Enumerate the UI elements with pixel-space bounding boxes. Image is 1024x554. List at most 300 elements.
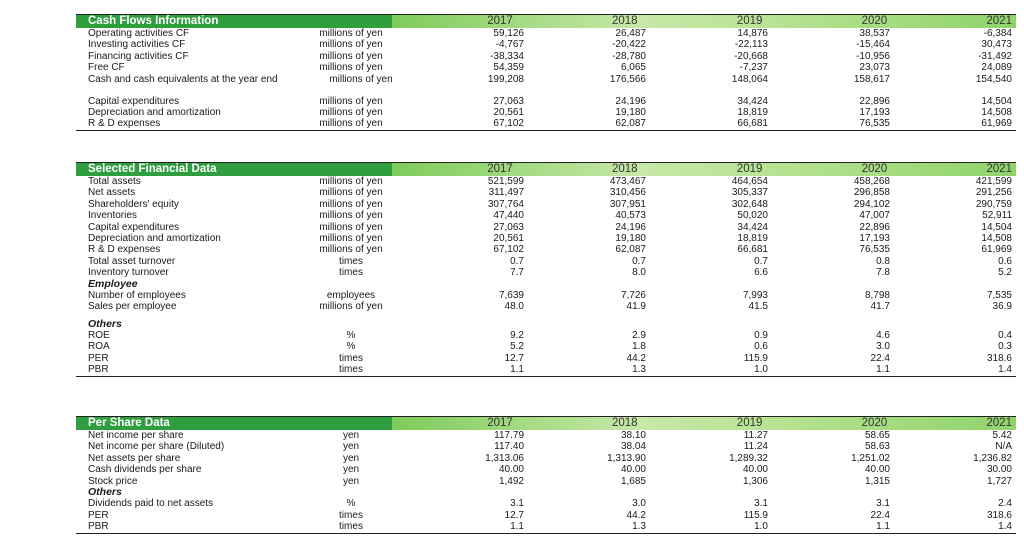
row-unit: yen [342, 430, 360, 441]
year-header: 2020 [861, 417, 888, 429]
row-label: Investing activities CF [88, 39, 186, 51]
value-cell: -4,767 [495, 39, 524, 51]
value-cell: 464,654 [731, 176, 768, 187]
row-label: Net assets [88, 187, 136, 199]
year-header: 2019 [736, 15, 763, 27]
cash-flows-years [392, 15, 1016, 28]
value-cell: 52,911 [982, 210, 1012, 222]
value-cell: 1,313.90 [607, 452, 646, 464]
value-cell: 473,467 [609, 176, 646, 187]
value-cell: 0.7 [632, 255, 646, 267]
row-unit: millions of yen [319, 28, 383, 39]
value-cell: -20,668 [734, 50, 768, 62]
year-header: 2018 [612, 15, 638, 27]
value-cell: 154,540 [975, 73, 1012, 85]
value-cell: 30,473 [981, 39, 1012, 51]
value-cell: 20,561 [493, 232, 524, 244]
value-cell: 1.1 [876, 521, 890, 533]
row-label: Dividends paid to net assets [88, 498, 214, 510]
row-values [406, 256, 1016, 267]
value-cell: 290,759 [975, 198, 1012, 210]
value-cell: 0.6 [998, 255, 1012, 267]
row-values [406, 330, 1016, 341]
value-cell: 7,535 [986, 289, 1012, 301]
table-row [76, 199, 1016, 210]
value-cell: 5.42 [992, 430, 1012, 441]
value-cell: 7,726 [620, 289, 646, 301]
value-cell: 5.2 [998, 267, 1012, 279]
table-row [76, 353, 1016, 364]
table-row [76, 364, 1016, 375]
year-header: 2019 [736, 163, 763, 175]
row-values [406, 74, 1016, 96]
row-unit: millions of yen [319, 106, 383, 118]
value-cell: 12.7 [504, 352, 524, 364]
value-cell: 1.4 [998, 364, 1012, 376]
value-cell: 1.1 [510, 364, 524, 376]
table-row [76, 301, 1016, 312]
value-cell: 62,087 [615, 118, 646, 130]
others-heading: Others [88, 317, 122, 330]
value-cell: 2.4 [998, 498, 1012, 510]
row-label: Shareholders' equity [88, 198, 179, 210]
value-cell: 305,337 [731, 187, 768, 199]
value-cell: 24,196 [615, 221, 646, 233]
row-label: Depreciation and amortization [88, 232, 221, 244]
value-cell: 458,268 [853, 176, 890, 187]
row-unit: times [339, 267, 363, 279]
value-cell: 9.2 [510, 330, 524, 342]
others-body [76, 330, 1016, 376]
row-unit: % [346, 330, 356, 342]
value-cell: 47,440 [493, 210, 524, 222]
financial-data-title: Selected Financial Data [76, 163, 392, 176]
value-cell: 14,508 [981, 106, 1012, 118]
table-row [76, 233, 1016, 244]
value-cell: 38.10 [620, 430, 646, 441]
table-row [76, 510, 1016, 521]
value-cell: 521,599 [487, 176, 524, 187]
value-cell: 30.00 [986, 464, 1012, 476]
value-cell: 22.4 [870, 352, 890, 364]
year-header: 2020 [861, 15, 888, 27]
value-cell: 1.0 [754, 521, 768, 533]
value-cell: 40,573 [615, 210, 646, 222]
value-cell: 8.0 [632, 267, 646, 279]
year-header: 2021 [986, 15, 1012, 27]
value-cell: 115.9 [743, 509, 768, 521]
value-cell: 8,798 [864, 289, 890, 301]
row-label: ROE [88, 330, 110, 342]
row-unit: millions of yen [319, 232, 383, 244]
row-values [406, 441, 1016, 452]
row-label: Number of employees [88, 289, 186, 301]
value-cell: 22.4 [870, 509, 890, 521]
row-unit: employees [326, 289, 376, 301]
value-cell: 12.7 [504, 509, 524, 521]
others-heading-row [76, 487, 1016, 498]
row-values [406, 28, 1016, 39]
row-label: Cash and cash equivalents at the year end [88, 73, 278, 85]
value-cell: 318.6 [986, 352, 1012, 364]
table-row [76, 453, 1016, 464]
value-cell: 199,208 [487, 73, 524, 85]
row-label: Financing activities CF [88, 50, 189, 62]
employee-heading: Employee [88, 277, 138, 290]
row-unit: millions of yen [319, 221, 383, 233]
value-cell: 1,492 [498, 475, 524, 487]
value-cell: -22,113 [734, 39, 768, 51]
employee-body [76, 290, 1016, 313]
financial-data-body [76, 176, 1016, 279]
row-unit: millions of yen [319, 39, 383, 51]
value-cell: 61,969 [981, 244, 1012, 256]
row-label: Inventories [88, 210, 137, 222]
row-values [406, 107, 1016, 118]
year-header: 2021 [986, 417, 1012, 429]
row-unit: millions of yen [319, 301, 383, 313]
value-cell: 1.0 [754, 364, 768, 376]
cash-flows-body [76, 28, 1016, 130]
value-cell: 18,819 [737, 232, 768, 244]
row-label: Capital expenditures [88, 95, 180, 107]
value-cell: 1.3 [632, 521, 646, 533]
row-label: R & D expenses [88, 244, 161, 256]
value-cell: 17,193 [859, 106, 890, 118]
value-cell: 7,993 [742, 289, 768, 301]
row-values [406, 96, 1016, 107]
row-unit: yen [342, 452, 360, 464]
value-cell: 1,236.82 [973, 452, 1012, 464]
value-cell: 24,089 [981, 62, 1012, 74]
table-row [76, 51, 1016, 62]
row-unit: times [339, 364, 363, 376]
year-header: 2017 [487, 417, 513, 429]
value-cell: 307,951 [609, 198, 646, 210]
table-row [76, 74, 1016, 96]
value-cell: 421,599 [975, 176, 1012, 187]
value-cell: 19,180 [615, 232, 646, 244]
table-row [76, 222, 1016, 233]
table-row [76, 28, 1016, 39]
value-cell: 76,535 [859, 118, 890, 130]
value-cell: 38,537 [859, 28, 890, 39]
value-cell: 1.4 [998, 521, 1012, 533]
value-cell: 66,681 [737, 244, 768, 256]
table-row [76, 430, 1016, 441]
value-cell: 44.2 [626, 509, 646, 521]
value-cell: 1,315 [864, 475, 890, 487]
row-unit: millions of yen [319, 118, 383, 130]
value-cell: 3.1 [754, 498, 768, 510]
value-cell: 176,566 [609, 73, 646, 85]
value-cell: 18,819 [737, 106, 768, 118]
value-cell: 296,858 [853, 187, 890, 199]
row-label: PBR [88, 364, 109, 376]
value-cell: 40.00 [864, 464, 890, 476]
value-cell: 311,497 [488, 187, 524, 199]
year-header: 2018 [612, 163, 638, 175]
value-cell: 67,102 [493, 244, 524, 256]
row-label: Free CF [88, 62, 125, 74]
value-cell: 11.24 [743, 441, 768, 453]
row-values [406, 51, 1016, 62]
year-header: 2020 [861, 163, 888, 175]
table-row [76, 107, 1016, 118]
year-header: 2019 [736, 417, 763, 429]
row-label: Depreciation and amortization [88, 106, 221, 118]
value-cell: 3.1 [510, 498, 524, 510]
row-label: Inventory turnover [88, 267, 169, 279]
value-cell: 41.9 [626, 301, 646, 313]
row-label: Net assets per share [88, 452, 181, 464]
row-label: Net income per share (Diluted) [88, 441, 225, 453]
value-cell: 22,896 [859, 95, 890, 107]
value-cell: 26,487 [615, 28, 646, 39]
value-cell: 158,617 [853, 73, 890, 85]
financial-data-years [392, 163, 1016, 176]
table-row [76, 498, 1016, 509]
per-share-others-body [76, 498, 1016, 532]
row-values [406, 222, 1016, 233]
table-row [76, 210, 1016, 221]
table-row [76, 441, 1016, 452]
value-cell: 50,020 [737, 210, 768, 222]
row-unit: times [339, 509, 363, 521]
value-cell: 11.27 [743, 430, 768, 441]
value-cell: 58.65 [864, 430, 890, 441]
year-header: 2021 [986, 163, 1012, 175]
row-unit: yen [342, 475, 360, 487]
value-cell: 117.79 [494, 430, 524, 441]
value-cell: 7.7 [510, 267, 524, 279]
row-label: R & D expenses [88, 118, 161, 130]
others-heading-row [76, 319, 1016, 330]
cash-flows-header [76, 15, 1016, 28]
row-values [406, 244, 1016, 255]
row-values [406, 364, 1016, 375]
row-label: ROA [88, 341, 110, 353]
row-label: Operating activities CF [88, 28, 190, 39]
table-row [76, 464, 1016, 475]
row-values [406, 233, 1016, 244]
value-cell: 66,681 [737, 118, 768, 130]
row-values [406, 430, 1016, 441]
table-row [76, 118, 1016, 129]
year-header: 2017 [487, 15, 513, 27]
value-cell: -10,956 [856, 50, 890, 62]
value-cell: 38.04 [620, 441, 646, 453]
row-unit: times [339, 521, 363, 533]
value-cell: 4.6 [876, 330, 890, 342]
row-values [406, 290, 1016, 301]
value-cell: 1.3 [632, 364, 646, 376]
row-label: PER [88, 509, 109, 521]
row-values [406, 510, 1016, 521]
value-cell: 0.6 [754, 341, 768, 353]
row-unit: millions of yen [319, 176, 383, 187]
value-cell: 61,969 [981, 118, 1012, 130]
table-row [76, 521, 1016, 532]
value-cell: 40.00 [498, 464, 524, 476]
table-row [76, 256, 1016, 267]
row-values [406, 476, 1016, 487]
row-values [406, 498, 1016, 509]
value-cell: 44.2 [626, 352, 646, 364]
value-cell: 20,561 [493, 106, 524, 118]
value-cell: -38,334 [490, 50, 524, 62]
table-row [76, 341, 1016, 352]
year-header: 2018 [612, 417, 638, 429]
per-share-years [392, 417, 1016, 430]
value-cell: 41.5 [748, 301, 768, 313]
row-label: PER [88, 352, 109, 364]
row-values [406, 176, 1016, 187]
value-cell: 67,102 [493, 118, 524, 130]
financial-data-table [76, 162, 1016, 377]
row-label: Net income per share [88, 430, 184, 441]
row-values [406, 267, 1016, 278]
row-values [406, 39, 1016, 50]
per-share-body [76, 430, 1016, 487]
row-unit: % [346, 341, 356, 353]
value-cell: 7.8 [876, 267, 890, 279]
value-cell: 23,073 [859, 62, 890, 74]
value-cell: 14,504 [981, 221, 1012, 233]
value-cell: 62,087 [615, 244, 646, 256]
value-cell: 0.8 [876, 255, 890, 267]
table-row [76, 187, 1016, 198]
value-cell: 27,063 [493, 95, 524, 107]
table-row [76, 176, 1016, 187]
value-cell: 2.9 [632, 330, 646, 342]
value-cell: 1.8 [632, 341, 646, 353]
row-label: Stock price [88, 475, 138, 487]
value-cell: -20,422 [612, 39, 646, 51]
row-values [406, 199, 1016, 210]
value-cell: 3.0 [876, 341, 890, 353]
value-cell: 34,424 [737, 95, 768, 107]
value-cell: 7,639 [498, 289, 524, 301]
row-values [406, 464, 1016, 475]
row-values [406, 301, 1016, 312]
year-header: 2017 [487, 163, 513, 175]
table-row [76, 244, 1016, 255]
value-cell: -15,464 [856, 39, 890, 51]
value-cell: 40.00 [620, 464, 646, 476]
row-values [406, 353, 1016, 364]
value-cell: 47,007 [859, 210, 890, 222]
row-label: Sales per employee [88, 301, 177, 313]
value-cell: -28,780 [612, 50, 646, 62]
cash-flows-table [76, 14, 1016, 131]
row-values [406, 341, 1016, 352]
value-cell: 0.7 [754, 255, 768, 267]
value-cell: 59,126 [493, 28, 524, 39]
value-cell: 6,065 [620, 62, 646, 74]
table-row [76, 267, 1016, 278]
value-cell: 0.7 [510, 255, 524, 267]
value-cell: 40.00 [742, 464, 768, 476]
table-row [76, 96, 1016, 107]
row-unit: millions of yen [319, 50, 383, 62]
value-cell: 14,876 [737, 28, 768, 39]
row-label: Total asset turnover [88, 255, 176, 267]
row-label: Total assets [88, 176, 141, 187]
value-cell: 6.6 [754, 267, 768, 279]
value-cell: 0.4 [998, 330, 1012, 342]
value-cell: 1,251.02 [851, 452, 890, 464]
value-cell: 291,256 [975, 187, 1012, 199]
value-cell: 3.1 [876, 498, 890, 510]
value-cell: 148,064 [731, 73, 768, 85]
row-unit: % [346, 498, 356, 510]
value-cell: 1,727 [986, 475, 1012, 487]
value-cell: 1.1 [876, 364, 890, 376]
value-cell: 1,306 [742, 475, 768, 487]
value-cell: 1,289.32 [729, 452, 768, 464]
value-cell: 294,102 [853, 198, 890, 210]
value-cell: 34,424 [737, 221, 768, 233]
others-heading: Others [88, 485, 122, 498]
row-values [406, 521, 1016, 532]
row-unit: millions of yen [329, 73, 393, 85]
value-cell: 0.9 [754, 330, 768, 342]
row-unit: times [339, 352, 363, 364]
value-cell: 17,193 [859, 232, 890, 244]
value-cell: 14,508 [981, 232, 1012, 244]
value-cell: 1,313.06 [485, 452, 524, 464]
cash-flows-title: Cash Flows Information [76, 15, 392, 28]
row-unit: millions of yen [319, 244, 383, 256]
value-cell: 54,359 [493, 62, 524, 74]
row-unit: millions of yen [319, 198, 383, 210]
row-unit: millions of yen [319, 187, 383, 199]
value-cell: 48.0 [504, 301, 524, 313]
value-cell: 5.2 [510, 341, 524, 353]
value-cell: 3.0 [632, 498, 646, 510]
row-label: Capital expenditures [88, 221, 180, 233]
row-unit: millions of yen [319, 210, 383, 222]
per-share-table [76, 416, 1016, 534]
value-cell: 27,063 [493, 221, 524, 233]
value-cell: 76,535 [859, 244, 890, 256]
value-cell: -31,492 [978, 50, 1012, 62]
table-row [76, 330, 1016, 341]
value-cell: 318.6 [986, 509, 1012, 521]
row-unit: yen [342, 464, 360, 476]
row-values [406, 210, 1016, 221]
row-unit: millions of yen [319, 95, 383, 107]
value-cell: 1.1 [510, 521, 524, 533]
table-row [76, 39, 1016, 50]
value-cell: 14,504 [981, 95, 1012, 107]
value-cell: N/A [995, 441, 1012, 453]
value-cell: 302,648 [731, 198, 768, 210]
table-row [76, 62, 1016, 73]
row-unit: yen [342, 441, 360, 453]
financial-data-header [76, 163, 1016, 176]
row-values [406, 453, 1016, 464]
per-share-title: Per Share Data [76, 417, 392, 430]
row-values [406, 118, 1016, 129]
value-cell: 36.9 [992, 301, 1012, 313]
value-cell: -7,237 [739, 62, 768, 74]
row-values [406, 187, 1016, 198]
value-cell: -6,384 [983, 28, 1012, 39]
value-cell: 41.7 [870, 301, 890, 313]
value-cell: 307,764 [487, 198, 524, 210]
